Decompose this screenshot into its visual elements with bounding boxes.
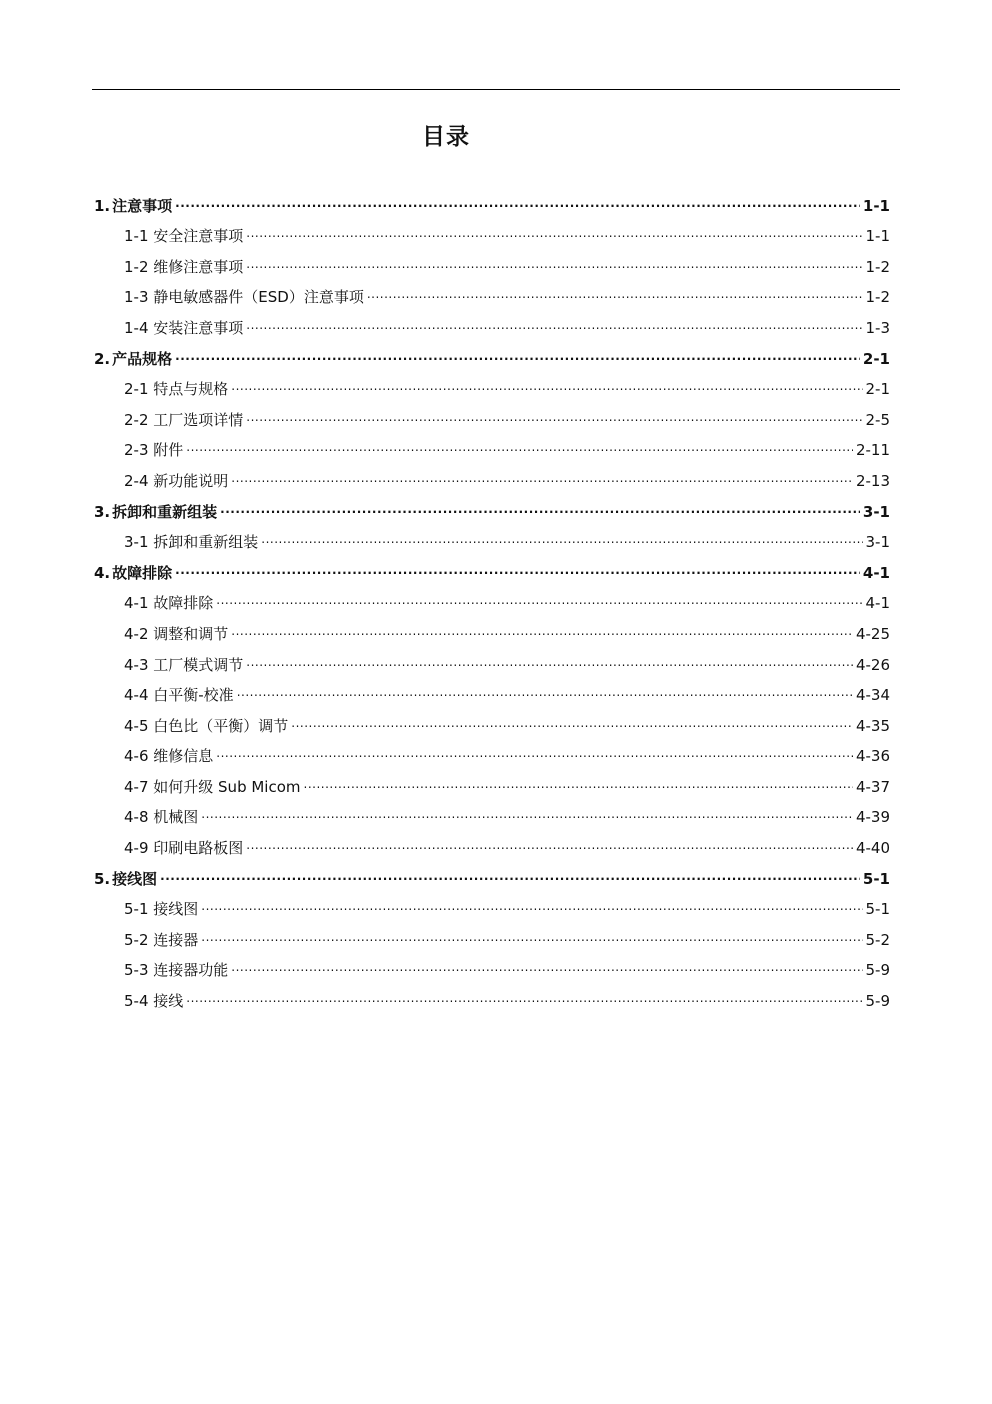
toc-dot-leader [160,853,860,884]
toc-dot-leader [261,517,862,548]
toc-dot-leader [246,394,862,425]
toc-page-number: 2-11 [855,441,890,460]
toc-dot-leader [231,945,862,976]
toc-dot-leader [175,547,860,578]
toc-chapter-entry[interactable] [92,333,890,368]
toc-dot-leader [246,302,862,333]
toc-entry-title: 4-3 工厂模式调节 [124,655,244,674]
toc-dot-leader [201,914,862,945]
toc-section-entry[interactable] [92,884,890,919]
toc-page-number: 4-37 [855,777,890,796]
toc-entry-title: 产品规格 [112,349,173,368]
toc-page-number: 1-2 [865,257,890,276]
toc-page-number: 1-1 [865,227,890,246]
toc-entry-title: 5-4 接线 [124,992,184,1011]
toc-chapter-number: 2. [94,349,111,368]
toc-dot-leader [201,792,853,823]
toc-entry-title: 4-2 调整和调节 [124,624,229,643]
table-of-contents [92,180,890,1011]
toc-dot-leader [291,700,853,731]
toc-entry-title: 4-6 维修信息 [124,747,214,766]
toc-chapter-number: 3. [94,502,111,521]
toc-page-number: 2-13 [855,471,890,490]
toc-section-entry[interactable] [92,792,890,827]
toc-page-number: 2-1 [865,380,890,399]
toc-dot-leader [246,241,862,272]
toc-entry-title: 4-5 白色比（平衡）调节 [124,716,289,735]
toc-dot-leader [186,425,853,456]
toc-entry-title: 1-4 安装注意事项 [124,318,244,337]
toc-dot-leader [246,639,853,670]
toc-page-number: 4-40 [855,839,890,858]
toc-chapter-entry[interactable] [92,547,890,582]
toc-page-number: 5-9 [865,961,890,980]
toc-section-entry[interactable] [92,945,890,980]
toc-page-number: 5-1 [862,869,890,888]
toc-page-number: 1-1 [862,196,890,215]
toc-entry-title: 5-3 连接器功能 [124,961,229,980]
toc-dot-leader [175,180,860,211]
toc-page-number: 4-36 [855,747,890,766]
toc-dot-leader [231,608,853,639]
toc-dot-leader [175,333,860,364]
toc-section-entry[interactable] [92,975,890,1011]
toc-page-number: 2-1 [862,349,890,368]
toc-entry-title: 1-3 静电敏感器件（ESD）注意事项 [124,288,364,307]
toc-dot-leader [231,364,862,395]
toc-page-number: 4-35 [855,716,890,735]
toc-entry-title: 2-3 附件 [124,441,184,460]
toc-dot-leader [367,272,863,303]
toc-dot-leader [246,211,862,242]
toc-entry-title: 4-9 印刷电路板图 [124,839,244,858]
toc-section-entry[interactable] [92,822,890,858]
toc-page-number: 4-39 [855,808,890,827]
toc-page-number: 4-26 [855,655,890,674]
toc-entry-title: 拆卸和重新组装 [112,502,218,521]
toc-dot-leader [216,578,862,609]
toc-entry-title: 1-2 维修注意事项 [124,257,244,276]
toc-page-number: 3-1 [865,533,890,552]
toc-entry-title: 2-1 特点与规格 [124,380,229,399]
toc-page-number: 1-3 [865,318,890,337]
toc-dot-leader [220,486,860,517]
toc-entry-title: 1-1 安全注意事项 [124,227,244,246]
toc-page-number: 5-1 [865,900,890,919]
toc-dot-leader [231,455,853,486]
toc-section-entry[interactable] [92,425,890,460]
toc-page-number: 3-1 [862,502,890,521]
toc-entry-title: 3-1 拆卸和重新组装 [124,533,259,552]
toc-section-entry[interactable] [92,455,890,490]
toc-dot-leader [186,975,862,1006]
page-title: 目录 [422,124,470,150]
toc-dot-leader [246,822,853,853]
toc-dot-leader [216,731,853,762]
toc-entry-title: 5-1 接线图 [124,900,199,919]
toc-entry-title: 注意事项 [112,196,173,215]
toc-chapter-entry[interactable] [92,853,890,888]
toc-section-entry[interactable] [92,914,890,949]
toc-page-number: 2-5 [865,410,890,429]
toc-chapter-number: 5. [94,869,111,888]
header-rule [92,89,900,90]
toc-page-number: 5-2 [865,930,890,949]
toc-section-entry[interactable] [92,211,890,246]
toc-entry-title: 2-2 工厂选项详情 [124,410,244,429]
toc-dot-leader [237,670,853,701]
toc-page-number: 5-9 [865,992,890,1011]
toc-dot-leader [201,884,862,915]
toc-entry-title: 4-4 白平衡-校准 [124,686,234,705]
toc-entry-title: 接线图 [112,869,158,888]
toc-section-entry[interactable] [92,578,890,613]
toc-entry-title: 2-4 新功能说明 [124,471,229,490]
toc-chapter-number: 1. [94,196,111,215]
toc-page-number: 4-34 [855,686,890,705]
toc-page-number: 1-2 [865,288,890,307]
toc-entry-title: 5-2 连接器 [124,930,199,949]
toc-dot-leader [304,761,853,792]
toc-chapter-number: 4. [94,563,111,582]
toc-entry-title: 4-1 故障排除 [124,594,214,613]
toc-page-number: 4-1 [865,594,890,613]
toc-page-number: 4-1 [862,563,890,582]
toc-chapter-entry[interactable] [92,180,890,215]
toc-entry-title: 4-8 机械图 [124,808,199,827]
toc-section-entry[interactable] [92,364,890,399]
toc-entry-title: 4-7 如何升级 Sub Micom [124,777,301,796]
toc-entry-title: 故障排除 [112,563,173,582]
toc-page-number: 4-25 [855,624,890,643]
